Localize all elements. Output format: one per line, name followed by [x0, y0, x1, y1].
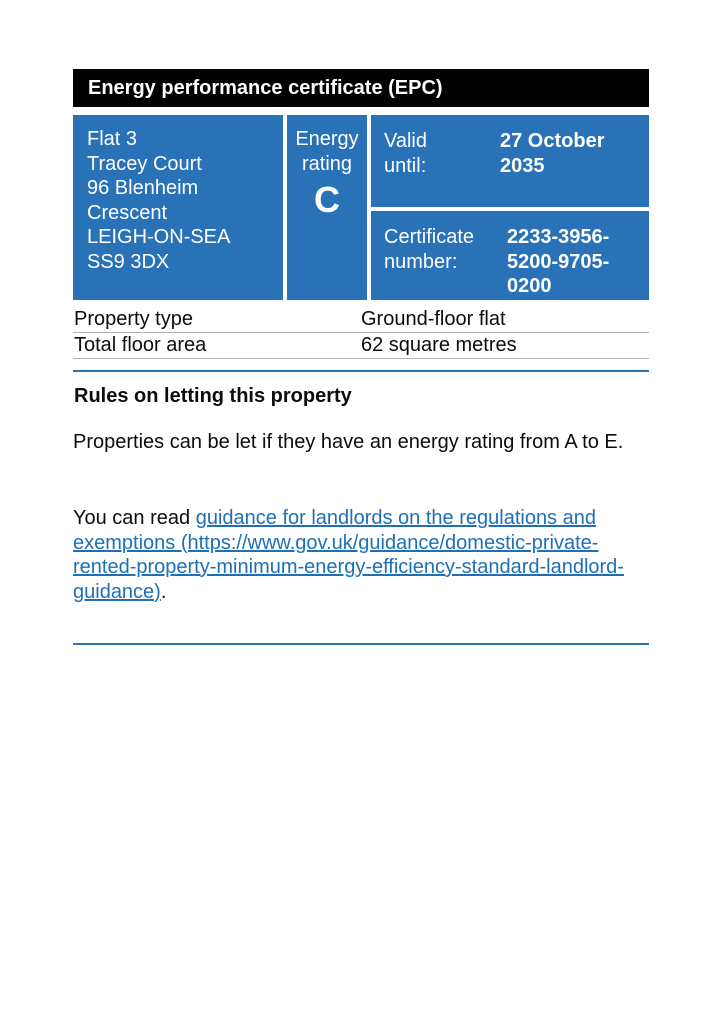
value-line: 2035 — [500, 154, 545, 177]
label-line: Valid — [384, 130, 427, 152]
address-line: LEIGH-ON-SEA — [87, 226, 231, 248]
value-line: 5200-9705- — [507, 250, 610, 273]
energy-rating-panel — [287, 115, 367, 300]
guidance-suffix: . — [160, 580, 167, 603]
letting-rules-paragraph: Properties can be let if they have an energy rating from A to E. — [73, 431, 624, 453]
property-type-label: Property type — [74, 308, 193, 330]
section-divider — [73, 643, 649, 645]
certificate-number-label — [384, 225, 474, 274]
label-line: Certificate — [384, 226, 475, 248]
property-address — [73, 115, 283, 300]
energy-rating-value: C — [314, 179, 340, 220]
certificate-number-panel — [371, 211, 649, 300]
address-line: SS9 3DX — [87, 250, 170, 273]
floor-area-label: Total floor area — [74, 334, 207, 356]
certificate-number-value — [507, 225, 609, 299]
property-type-row — [73, 307, 649, 333]
address-line: 96 Blenheim — [87, 177, 199, 199]
valid-until-label — [384, 129, 427, 178]
validity-panel — [371, 115, 649, 207]
valid-until-date — [500, 129, 604, 178]
landlord-guidance-link[interactable]: guidance for landlords on the regulations and exemptions (https://www.gov.uk/guidance/domestic-private-rented-property-minimum-energy-efficiency-standard-landlord-guidance) — [73, 507, 624, 603]
floor-area-row — [73, 333, 649, 359]
energy-rating-label: rating — [301, 152, 353, 175]
energy-rating-label: Energy — [295, 128, 359, 150]
floor-area-value: 62 square metres — [361, 334, 517, 356]
value-line: 0200 — [507, 275, 552, 297]
label-line: until: — [384, 154, 427, 177]
address-line: Tracey Court — [87, 152, 202, 175]
value-line: 2233-3956- — [507, 226, 610, 248]
property-type-value: Ground-floor flat — [361, 308, 506, 330]
certificate-title: Energy performance certificate (EPC) — [73, 69, 649, 107]
section-divider — [73, 370, 649, 372]
guidance-prefix: You can read — [73, 507, 196, 529]
address-line: Crescent — [87, 201, 168, 224]
value-line: 27 October — [500, 130, 605, 152]
label-line: number: — [384, 250, 458, 273]
letting-rules-heading: Rules on letting this property — [74, 385, 352, 407]
guidance-paragraph — [73, 506, 649, 604]
address-line: Flat 3 — [87, 128, 138, 150]
